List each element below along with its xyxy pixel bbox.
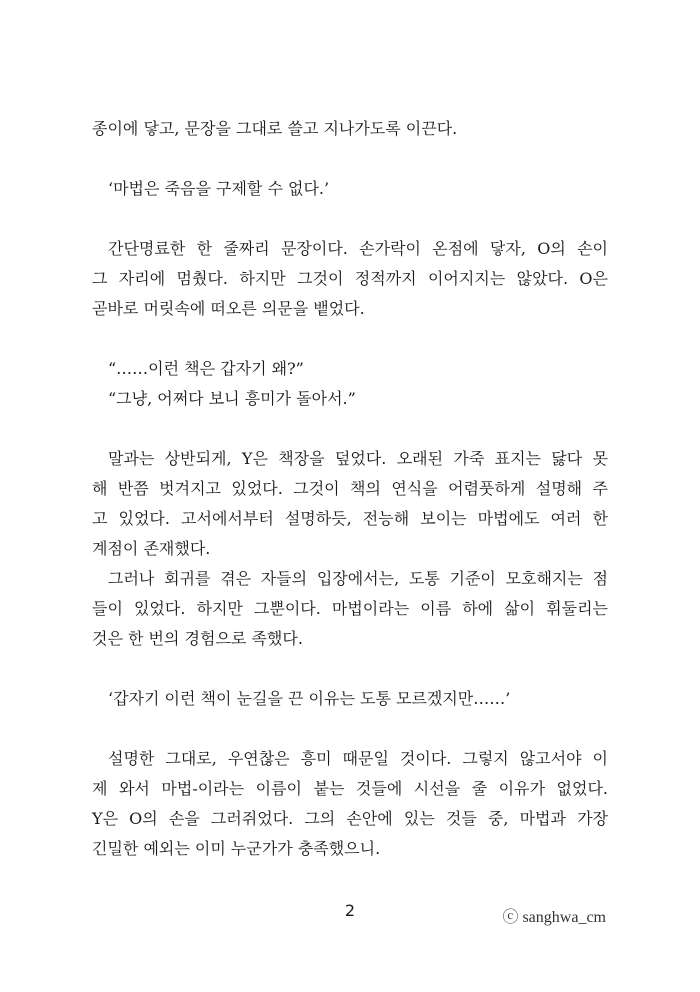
- paragraph-gap: [92, 714, 608, 744]
- text-line: 계점이 존재했다.: [92, 539, 211, 558]
- text-line: “……이런 책은 갑자기 왜?”: [108, 359, 304, 378]
- text-line: 고 있었다. 고서에서부터 설명하듯, 전능해 보이는 마법에도 여러 한: [92, 509, 608, 528]
- text-line: 그 자리에 멈췄다. 하지만 그것이 정적까지 이어지지는 않았다. O은: [92, 269, 608, 288]
- paragraph-gap: [92, 144, 608, 174]
- text-line: 그러나 회귀를 겪은 자들의 입장에서는, 도통 기준이 모호해지는 점: [108, 569, 608, 588]
- text-line: 종이에 닿고, 문장을 그대로 쓸고 지나가도록 이끈다.: [92, 119, 458, 138]
- text-line: Y은 O의 손을 그러쥐었다. 그의 손안에 있는 것들 중, 마법과 가장: [92, 809, 608, 828]
- text-line: 말과는 상반되게, Y은 책장을 덮었다. 오래된 가죽 표지는 닳다 못: [108, 449, 608, 468]
- text-line: ‘갑자기 이런 책이 눈길을 끈 이유는 도통 모르겠지만……’: [108, 689, 511, 708]
- text-line: 간단명료한 한 줄짜리 문장이다. 손가락이 온점에 닿자, O의 손이: [108, 239, 608, 258]
- text-line: ‘마법은 죽음을 구제할 수 없다.’: [108, 179, 330, 198]
- body-text: [92, 114, 608, 864]
- text-line: 제 와서 마법-이라는 이름이 붙는 것들에 시선을 줄 이유가 없었다.: [92, 779, 608, 798]
- text-line: 들이 있었다. 하지만 그뿐이다. 마법이라는 이름 하에 삶이 휘둘리는: [92, 599, 608, 618]
- paragraph-gap: [92, 414, 608, 444]
- text-line: 해 반쯤 벗겨지고 있었다. 그것이 책의 연식을 어렴풋하게 설명해 주: [92, 479, 608, 498]
- copyright-credit: ⓒ sanghwa_cm: [502, 909, 606, 926]
- text-line: 것은 한 번의 경험으로 족했다.: [92, 629, 303, 648]
- text-line: 긴밀한 예외는 이미 누군가가 충족했으니.: [92, 839, 381, 858]
- paragraph-gap: [92, 654, 608, 684]
- text-line: 곧바로 머릿속에 떠오른 의문을 뱉었다.: [92, 299, 365, 318]
- paragraph-gap: [92, 324, 608, 354]
- text-line: 설명한 그대로, 우연찮은 흥미 때문일 것이다. 그렇지 않고서야 이: [108, 749, 608, 768]
- paragraph-gap: [92, 204, 608, 234]
- page-number: 2: [344, 901, 356, 920]
- text-line: “그냥, 어쩌다 보니 흥미가 돌아서.”: [108, 389, 356, 408]
